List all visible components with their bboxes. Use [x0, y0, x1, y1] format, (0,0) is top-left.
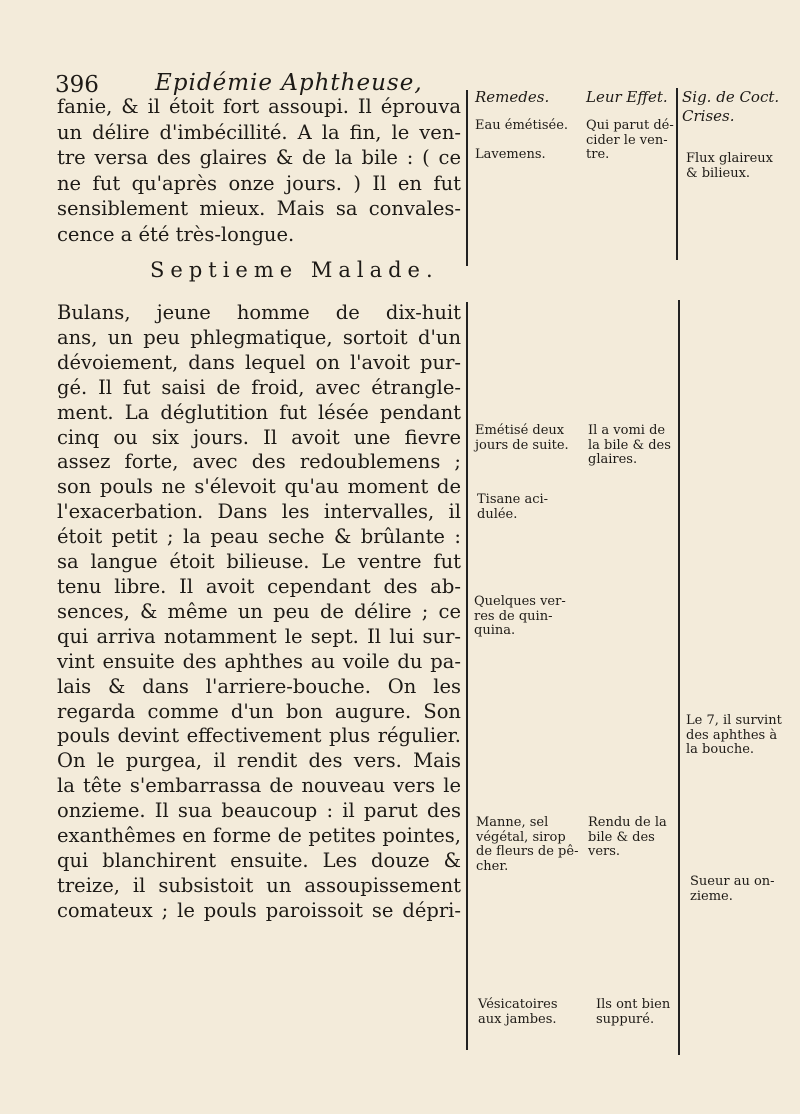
- signe-entry: Sueur au on- zieme.: [690, 874, 775, 904]
- text-line: onzieme. Il sua beaucoup : il parut des: [57, 799, 461, 823]
- column-heading-remedes: Remedes.: [475, 88, 550, 106]
- remede-entry: Lavemens.: [475, 147, 546, 162]
- text-line: sences, & même un peu de délire ; ce: [57, 599, 461, 623]
- signe-entry: Flux glaireux & bilieux.: [686, 151, 774, 181]
- text-line: ne fut qu'après onze jours. ) Il en fut: [57, 171, 461, 195]
- text-line: qui arriva notamment le sept. Il lui sur-: [57, 624, 461, 648]
- text-line: ans, un peu phlegmatique, sortoit d'un: [57, 325, 461, 349]
- text-line: la tête s'embarrassa de nouveau vers le: [57, 774, 461, 798]
- effet-entry: Qui parut dé- cider le ven- tre.: [586, 118, 674, 162]
- text-line: sensiblement mieux. Mais sa convales-: [57, 197, 461, 221]
- column-rule: [678, 300, 680, 1055]
- text-line: un délire d'imbécillité. A la fin, le ven-: [57, 120, 461, 144]
- effet-entry: Ils ont bien suppuré.: [596, 997, 671, 1027]
- text-line: qui blanchirent ensuite. Les douze &: [57, 848, 461, 872]
- text-line: cinq ou six jours. Il avoit une fievre: [57, 425, 461, 449]
- text-line: assez forte, avec des redoublemens ;: [57, 450, 461, 474]
- text-line: lais & dans l'arriere-bouche. On les: [57, 674, 461, 698]
- text-line: l'exacerbation. Dans les intervalles, il: [57, 500, 461, 524]
- text-line: regarda comme d'un bon augure. Son: [57, 699, 461, 723]
- text-line: treize, il subsistoit un assoupissement: [57, 873, 461, 897]
- remede-entry: Tisane aci- dulée.: [477, 492, 549, 522]
- text-line: gé. Il fut saisi de froid, avec étrangle-: [57, 375, 461, 399]
- paragraph-intro: [57, 94, 461, 248]
- text-line: On le purgea, il rendit des vers. Mais: [57, 749, 461, 773]
- effet-entry: Rendu de la bile & des vers.: [588, 815, 667, 859]
- page-number: 396: [55, 72, 99, 98]
- column-rule: [466, 90, 468, 266]
- text-line: dévoiement, dans lequel on l'avoit pur-: [57, 350, 461, 374]
- text-line: comateux ; le pouls paroissoit se dépri-: [57, 898, 461, 922]
- running-title: Epidémie Aphtheuse,: [155, 70, 423, 96]
- text-line: sa langue étoit bilieuse. Le ventre fut: [57, 550, 461, 574]
- text-line: tre versa des glaires & de la bile : ( ce: [57, 146, 461, 170]
- column-rule: [466, 302, 468, 1050]
- paragraph-case: [57, 301, 461, 924]
- column-rule: [676, 88, 678, 260]
- text-line: exanthêmes en forme de petites pointes,: [57, 824, 461, 848]
- remede-entry: Eau émétisée.: [475, 118, 569, 133]
- remede-entry: Quelques ver- res de quin- quina.: [474, 594, 566, 638]
- remede-entry: Emétisé deux jours de suite.: [475, 423, 569, 453]
- text-line: tenu libre. Il avoit cependant des ab-: [57, 574, 461, 598]
- text-line: ment. La déglutition fut lésée pendant: [57, 400, 461, 424]
- text-line: son pouls ne s'élevoit qu'au moment de: [57, 475, 461, 499]
- text-line: fanie, & il étoit fort assoupi. Il éprouva: [57, 95, 461, 118]
- text-line: cence a été très-longue.: [57, 222, 295, 246]
- section-heading: Septieme Malade.: [150, 258, 439, 282]
- column-heading-effet: Leur Effet.: [586, 88, 668, 106]
- signe-entry: Le 7, il survint des aphthes à la bouche.: [686, 713, 782, 757]
- remede-entry: Vésicatoires aux jambes.: [478, 997, 558, 1027]
- text-line: Bulans, jeune homme de dix-huit: [57, 301, 461, 324]
- text-line: vint ensuite des aphthes au voile du pa-: [57, 649, 461, 673]
- column-heading-signes: Sig. de Coct. Crises.: [682, 88, 780, 125]
- text-line: étoit petit ; la peau seche & brûlante :: [57, 525, 461, 549]
- effet-entry: Il a vomi de la bile & des glaires.: [588, 423, 671, 467]
- text-line: pouls devint effectivement plus régulier.: [57, 724, 461, 748]
- remede-entry: Manne, sel végétal, sirop de fleurs de pê- cher.: [476, 815, 579, 874]
